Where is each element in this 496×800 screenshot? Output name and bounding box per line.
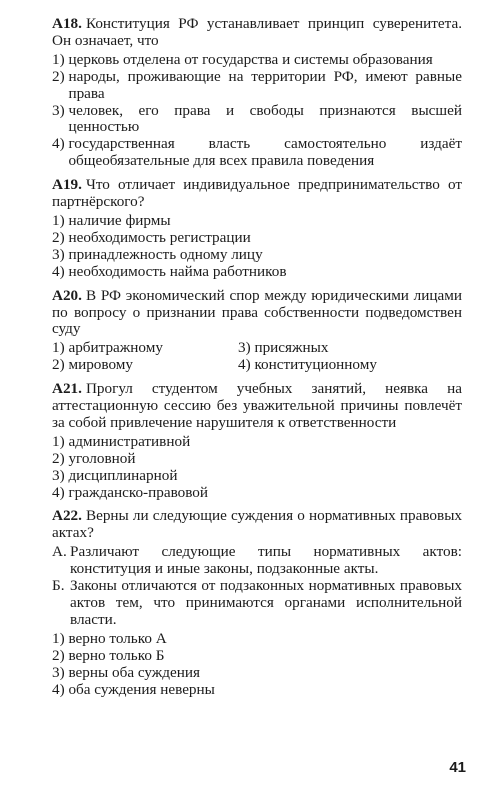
- answer-option: [52, 485, 462, 502]
- question-stem: [52, 508, 462, 542]
- question-a21: [52, 381, 462, 501]
- option-number: 1): [52, 50, 65, 68]
- answer-option: [52, 136, 462, 170]
- answer-option: [52, 665, 462, 682]
- question-number: А18.: [52, 15, 82, 32]
- question-stem: [52, 381, 462, 432]
- option-number: 4): [238, 356, 251, 374]
- answer-options: [52, 52, 462, 170]
- option-number: 1): [52, 432, 65, 450]
- answer-options: [52, 213, 462, 281]
- statement-text: Законы отличаются от подзаконных нормативных правовых актов тем, что принимаются органами исполнительной власти.: [70, 577, 462, 628]
- option-text: принадлежность одному лицу: [68, 245, 263, 263]
- option-text: необходимость найма работников: [68, 262, 287, 280]
- question-number: А21.: [52, 380, 82, 398]
- question-a20: [52, 288, 462, 375]
- option-number: 1): [52, 629, 65, 647]
- answer-option: [238, 340, 462, 357]
- answer-option: [52, 682, 462, 699]
- question-text: Что отличает индивидуальное предпринимательство от партнёрского?: [52, 176, 462, 211]
- option-number: 4): [52, 135, 65, 153]
- question-text: В РФ экономический спор между юридическими лицами по вопросу о признании права собственности подведомствен суду: [52, 286, 462, 338]
- option-text: арбитражному: [68, 339, 163, 357]
- option-number: 3): [52, 245, 65, 263]
- answer-options: [52, 340, 462, 374]
- judgement-statements: [52, 544, 462, 629]
- answer-option: [52, 648, 462, 665]
- option-text: административной: [68, 432, 191, 450]
- option-number: 2): [52, 67, 65, 85]
- option-number: 2): [52, 646, 65, 664]
- option-text: верны оба суждения: [68, 663, 200, 681]
- question-number: А19.: [52, 176, 82, 194]
- option-number: 1): [52, 339, 65, 357]
- answer-option: [52, 230, 462, 247]
- answer-option: [52, 213, 462, 230]
- option-text: верно только Б: [68, 646, 165, 664]
- option-text: конституционному: [254, 356, 377, 374]
- answer-options: [52, 434, 462, 502]
- question-stem: [52, 16, 462, 50]
- option-number: 3): [52, 101, 65, 119]
- question-a19: [52, 177, 462, 280]
- answer-option: [52, 264, 462, 281]
- option-text: дисциплинарной: [68, 466, 178, 484]
- option-text: народы, проживающие на территории РФ, имеют равные права: [68, 67, 462, 102]
- option-text: наличие фирмы: [68, 211, 171, 229]
- answer-option: [238, 357, 462, 374]
- statement-text: Различают следующие типы нормативных актов: конституция и иные законы, подзаконные акты.: [70, 543, 462, 578]
- question-number: А22.: [52, 507, 82, 525]
- answer-option: [52, 52, 462, 69]
- option-text: присяжных: [254, 339, 329, 357]
- statement-letter: А.: [52, 543, 67, 561]
- option-number: 3): [238, 339, 251, 357]
- answer-option: [52, 357, 238, 374]
- option-number: 2): [52, 449, 65, 467]
- page-number: 41: [449, 759, 466, 776]
- question-text: Прогул студентом учебных занятий, неявка на аттестационную сессию без уважительной причины повлечёт за собой привлечение нарушителя к ответственности: [52, 380, 462, 431]
- option-number: 4): [52, 262, 65, 280]
- judgement-statement: [52, 578, 462, 629]
- option-text: государственная власть самостоятельно издаёт общеобязательные для всех правила поведения: [68, 135, 462, 170]
- answer-option: [52, 247, 462, 264]
- option-text: уголовной: [68, 449, 136, 467]
- option-number: 3): [52, 663, 65, 681]
- option-text: верно только А: [68, 629, 167, 647]
- answer-option: [52, 340, 238, 357]
- option-text: мировому: [68, 356, 133, 374]
- option-number: 2): [52, 228, 65, 246]
- answer-options: [52, 631, 462, 699]
- answer-option: [52, 468, 462, 485]
- option-text: человек, его права и свободы признаются высшей ценностью: [68, 101, 462, 136]
- answer-option: [52, 451, 462, 468]
- option-number: 1): [52, 211, 65, 229]
- option-number: 4): [52, 680, 65, 698]
- question-a18: [52, 16, 462, 170]
- judgement-statement: [52, 544, 462, 578]
- option-text: гражданско-правовой: [68, 483, 209, 501]
- answer-option: [52, 69, 462, 103]
- question-stem: [52, 177, 462, 211]
- answer-option: [52, 631, 462, 648]
- answer-option: [52, 434, 462, 451]
- answer-option: [52, 103, 462, 137]
- option-number: 2): [52, 356, 65, 374]
- question-number: А20.: [52, 286, 82, 304]
- question-a22: [52, 508, 462, 698]
- option-text: церковь отделена от государства и системы образования: [68, 50, 433, 68]
- option-number: 4): [52, 483, 65, 501]
- option-number: 3): [52, 466, 65, 484]
- question-text: Верны ли следующие суждения о нормативных правовых актах?: [52, 507, 462, 542]
- statement-letter: Б.: [52, 577, 65, 595]
- question-text: Конституция РФ устанавливает принцип суверенитета. Он означает, что: [52, 15, 462, 49]
- option-text: оба суждения неверны: [68, 680, 215, 698]
- option-text: необходимость регистрации: [68, 228, 251, 246]
- question-stem: [52, 288, 462, 339]
